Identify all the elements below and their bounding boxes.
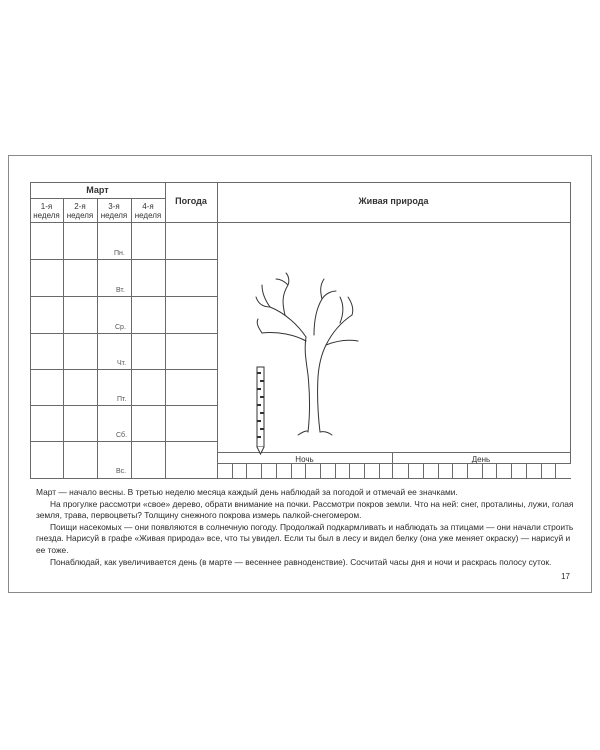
day-label-sat: Сб. [116,432,128,439]
nature-header: Живая природа [358,196,429,206]
hour-cell-divider [246,463,247,478]
hour-cell-divider [496,463,497,478]
week-4-header: 4-я неделя [134,202,162,220]
hour-cell-divider [482,463,483,478]
snow-measuring-stick [257,367,264,454]
week-2-header: 2-я неделя [66,202,94,220]
instruction-paragraph: Поищи насекомых — они появляются в солнечную погоду. Продолжай подкармливать и наблюдать за птицами — они начали строить гнезда. Нарисуй в графе «Живая природа» все, что ты увидел. Если ты был в лесу и видел белку (она уже меняет окраску) — нарисуй и ее тоже. [36,521,574,555]
hour-cell-divider [467,463,468,478]
day-label-sun: Вс. [116,468,127,475]
hour-cell-divider [526,463,527,478]
instruction-paragraph: Март — начало весны. В третью неделю месяца каждый день наблюдай за погодой и отмечай ее значками. [36,487,458,497]
hour-cell-divider [408,463,409,478]
instruction-paragraph: На прогулке рассмотри «свое» дерево, обрати внимание на почки. Рассмотри покров земли. Что на ней: снег, проталины, лужи, голая земля, трава, первоцветы? Толщину снежного покрова измерь палкой-снегомером. [36,498,574,521]
hour-cell-divider [276,463,277,478]
hour-cell-divider [511,463,512,478]
month-header: Март [86,185,109,195]
day-label-wed: Ср. [115,324,126,331]
hour-cell-divider [335,463,336,478]
night-label: Ночь [295,455,314,464]
hour-cell-divider [438,463,439,478]
hour-cell-divider [320,463,321,478]
instruction-paragraph: Понаблюдай, как увеличивается день (в марте — весеннее равноденствие). Сосчитай часы дня и ночи и раскрась полосу суток. [50,556,552,567]
hour-cell-divider [541,463,542,478]
hour-cell-divider [555,463,556,478]
week-3-header: 3-я неделя [100,202,128,220]
tree-illustration [240,255,360,455]
day-label-fri: Пт. [117,396,127,403]
hour-cell-divider [423,463,424,478]
day-label-thu: Чт. [117,360,127,367]
hour-cell-divider [364,463,365,478]
hour-cell-divider [452,463,453,478]
weather-header: Погода [175,196,207,206]
hour-cell-divider [379,463,380,478]
hour-cell-divider [305,463,306,478]
hour-cell-divider [291,463,292,478]
hour-cell-divider [261,463,262,478]
day-label-mon: Пн. [114,250,125,257]
instructions-text [36,487,576,568]
day-label-tue: Вт. [116,287,125,294]
day-label: День [471,455,491,464]
week-1-header: 1-я неделя [33,202,60,220]
hour-cell-divider [232,463,233,478]
page-number: 17 [561,572,570,581]
hour-cell-divider [349,463,350,478]
